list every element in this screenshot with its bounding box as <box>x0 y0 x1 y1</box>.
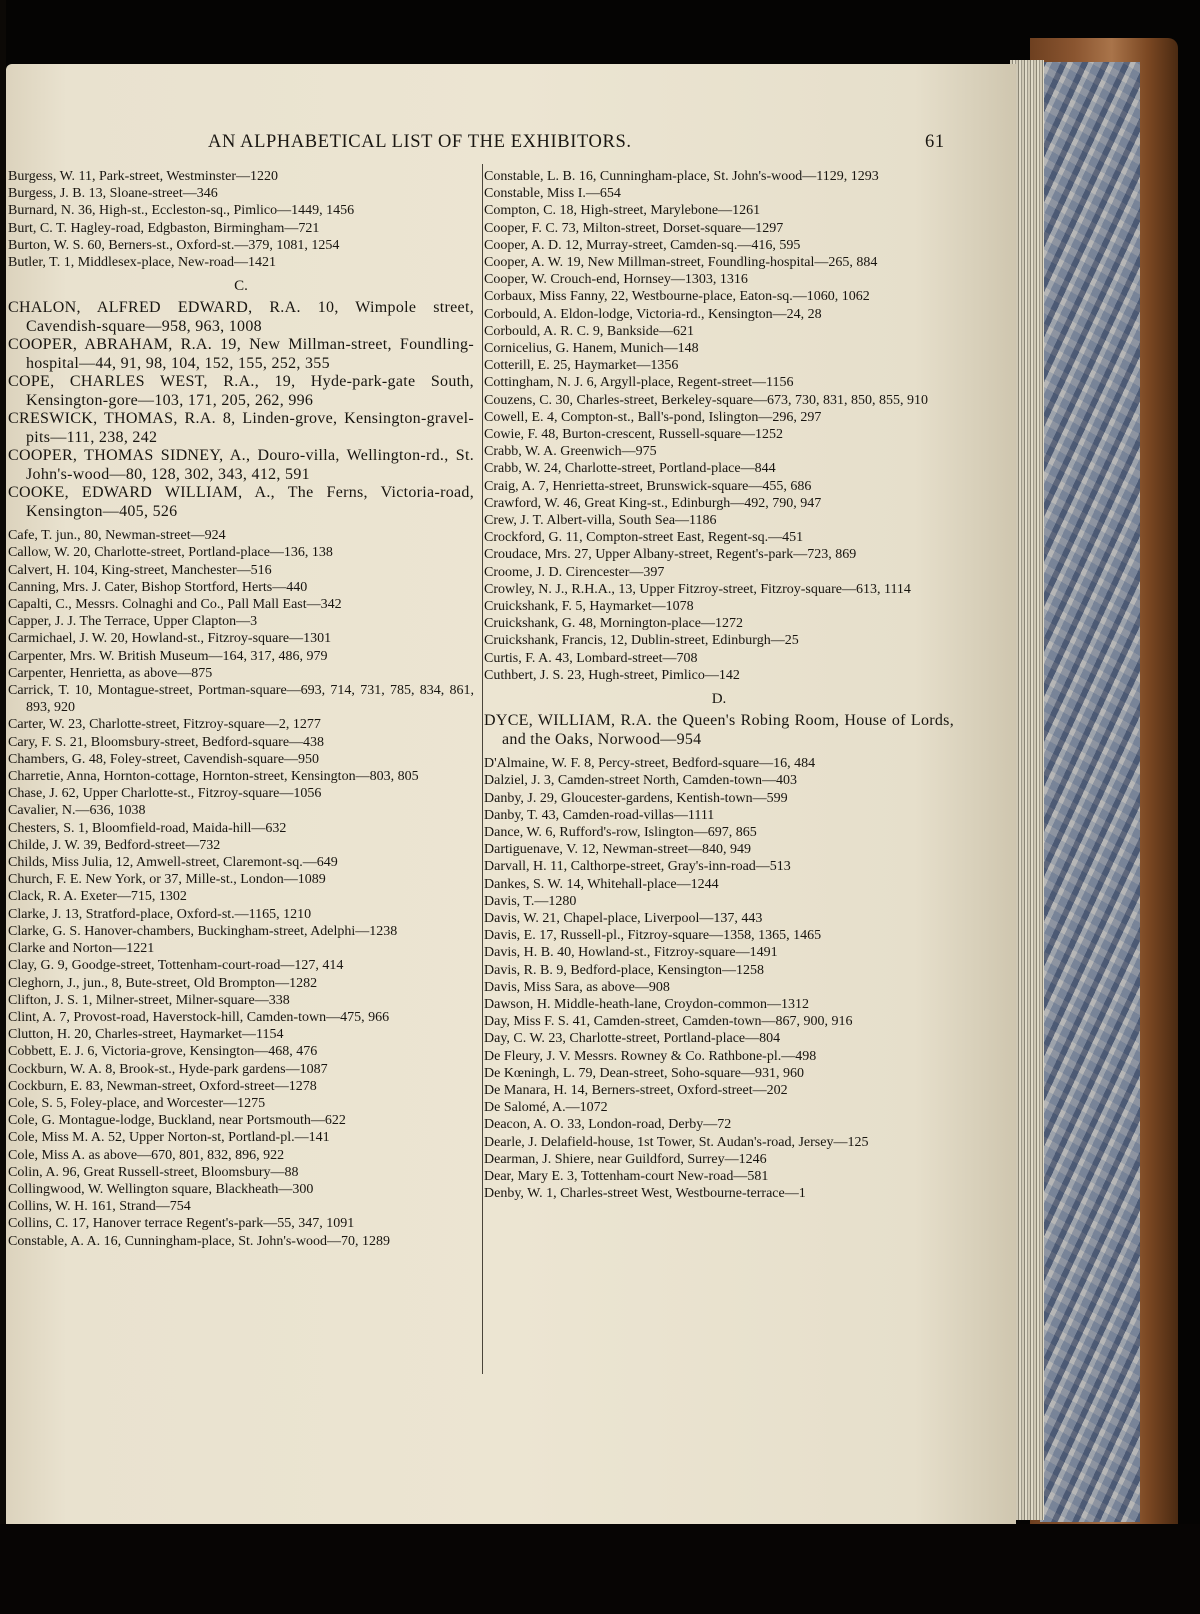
exhibitor-entry: Chesters, S. 1, Bloomfield-road, Maida-hill—632 <box>8 820 287 836</box>
exhibitor-entry: Constable, A. A. 16, Cunningham-place, St. John's-wood—70, 1289 <box>8 1233 391 1249</box>
exhibitor-entry: Cruickshank, Francis, 12, Dublin-street, Edinburgh—25 <box>484 633 799 649</box>
exhibitor-entry: D'Almaine, W. F. 8, Percy-street, Bedford-square—16, 484 <box>484 756 816 772</box>
exhibitor-entry: Collins, W. H. 161, Strand—754 <box>8 1199 191 1215</box>
exhibitor-entry: Cooper, F. C. 73, Milton-street, Dorset-square—1297 <box>484 220 784 236</box>
exhibitor-entry: Clarke, J. 13, Stratford-place, Oxford-st.—1165, 1210 <box>8 906 312 922</box>
exhibitor-entry: Cole, Miss M. A. 52, Upper Norton-st, Portland-pl.—141 <box>8 1130 330 1146</box>
exhibitor-entry: Cornicelius, G. Hanem, Munich—148 <box>484 341 699 357</box>
exhibitor-entry: Clutton, H. 20, Charles-street, Haymarket—1154 <box>8 1027 284 1043</box>
exhibitor-entry: Chase, J. 62, Upper Charlotte-st., Fitzroy-square—1056 <box>8 786 322 802</box>
exhibitor-entry: Davis, E. 17, Russell-pl., Fitzroy-square—1358, 1365, 1465 <box>484 928 822 944</box>
exhibitor-entry: De Salomé, A.—1072 <box>484 1100 608 1116</box>
exhibitor-entry: Cruickshank, G. 48, Mornington-place—1272 <box>484 616 743 632</box>
exhibitor-entry: Clifton, J. S. 1, Milner-street, Milner-square—338 <box>8 992 290 1008</box>
academician-entry: CRESWICK, THOMAS, R.A. 8, Linden-grove, Kensington-gravel-pits—111, 238, 242 <box>8 410 474 446</box>
exhibitor-entry: Clay, G. 9, Goodge-street, Tottenham-court-road—127, 414 <box>8 958 344 974</box>
exhibitor-entry: Crawford, W. 46, Great King-st., Edinburgh—492, 790, 947 <box>484 495 822 511</box>
exhibitor-entry: Clarke and Norton—1221 <box>8 941 155 957</box>
exhibitor-entry: Callow, W. 20, Charlotte-street, Portland-place—136, 138 <box>8 545 333 561</box>
exhibitor-entry: Carpenter, Henrietta, as above—875 <box>8 665 213 681</box>
exhibitor-entry: Deacon, A. O. 33, London-road, Derby—72 <box>484 1117 732 1133</box>
exhibitor-entry: Cuthbert, J. S. 23, Hugh-street, Pimlico—142 <box>484 667 740 683</box>
academician-entry: COPE, CHARLES WEST, R.A., 19, Hyde-park-gate South, Kensington-gore—103, 171, 205, 262, 996 <box>8 373 474 409</box>
exhibitor-entry: De Kœningh, L. 79, Dean-street, Soho-square—931, 960 <box>484 1065 804 1081</box>
exhibitor-entry: Cleghorn, J., jun., 8, Bute-street, Old Brompton—1282 <box>8 975 318 991</box>
academician-entry: COOPER, ABRAHAM, R.A. 19, New Millman-street, Foundling-hospital—44, 91, 98, 104, 152, 155, 252, 355 <box>8 336 474 372</box>
exhibitor-entry: Cowie, F. 48, Burton-crescent, Russell-square—1252 <box>484 427 784 443</box>
academician-entry: DYCE, WILLIAM, R.A. the Queen's Robing Room, House of Lords, and the Oaks, Norwood—954 <box>484 712 954 748</box>
exhibitor-entry: Crabb, W. 24, Charlotte-street, Portland-place—844 <box>484 461 776 477</box>
exhibitor-entry: Crowley, N. J., R.H.A., 13, Upper Fitzroy-street, Fitzroy-square—613, 1114 <box>484 581 911 597</box>
exhibitor-entry: Capper, J. J. The Terrace, Upper Clapton—3 <box>8 614 258 630</box>
exhibitor-entry: De Manara, H. 14, Berners-street, Oxford-street—202 <box>484 1082 788 1098</box>
exhibitor-entry: Cooper, A. W. 19, New Millman-street, Foundling-hospital—265, 884 <box>484 255 878 271</box>
exhibitor-entry: Crockford, G. 11, Compton-street East, Regent-sq.—451 <box>484 530 804 546</box>
exhibitor-entry: Burt, C. T. Hagley-road, Edgbaston, Birmingham—721 <box>8 220 320 236</box>
exhibitor-entry: Cowell, E. 4, Compton-st., Ball's-pond, Islington—296, 297 <box>484 409 822 425</box>
exhibitor-entry: Butler, T. 1, Middlesex-place, New-road—1421 <box>8 255 276 271</box>
exhibitor-entry: Dawson, H. Middle-heath-lane, Croydon-common—1312 <box>484 996 810 1012</box>
exhibitor-entry: Cockburn, W. A. 8, Brook-st., Hyde-park gardens—1087 <box>8 1061 328 1077</box>
running-title: AN ALPHABETICAL LIST OF THE EXHIBITORS. <box>208 132 632 152</box>
exhibitor-entry: Craig, A. 7, Henrietta-street, Brunswick-square—455, 686 <box>484 478 812 494</box>
academician-entry: COOPER, THOMAS SIDNEY, A., Douro-villa, Wellington-rd., St. John's-wood—80, 128, 302, 343, 412, 591 <box>8 447 474 483</box>
exhibitor-entry: Carter, W. 23, Charlotte-street, Fitzroy-square—2, 1277 <box>8 717 321 733</box>
exhibitor-entry: Clint, A. 7, Provost-road, Haverstock-hill, Camden-town—475, 966 <box>8 1009 390 1025</box>
column-divider <box>482 164 483 1374</box>
background-bottom <box>0 1524 1200 1614</box>
academician-entry: CHALON, ALFRED EDWARD, R.A. 10, Wimpole street, Cavendish-square—958, 963, 1008 <box>8 299 474 335</box>
exhibitor-entry: Chambers, G. 48, Foley-street, Cavendish-square—950 <box>8 751 320 767</box>
exhibitor-entry: Carpenter, Mrs. W. British Museum—164, 317, 486, 979 <box>8 648 328 664</box>
exhibitor-entry: Cavalier, N.—636, 1038 <box>8 803 146 819</box>
exhibitor-entry: Charretie, Anna, Hornton-cottage, Hornton-street, Kensington—803, 805 <box>8 769 419 785</box>
exhibitor-entry: Canning, Mrs. J. Cater, Bishop Stortford, Herts—440 <box>8 579 308 595</box>
exhibitor-entry: Childs, Miss Julia, 12, Amwell-street, Claremont-sq.—649 <box>8 855 338 871</box>
exhibitor-entry: Constable, Miss I.—654 <box>484 186 621 202</box>
exhibitor-entry: Compton, C. 18, High-street, Marylebone—1261 <box>484 203 761 219</box>
exhibitor-entry: Burnard, N. 36, High-st., Eccleston-sq., Pimlico—1449, 1456 <box>8 203 355 219</box>
exhibitor-entry: Cotterill, E. 25, Haymarket—1356 <box>484 358 679 374</box>
exhibitor-entry: Capalti, C., Messrs. Colnaghi and Co., Pall Mall East—342 <box>8 597 342 613</box>
exhibitor-entry: Burton, W. S. 60, Berners-st., Oxford-st.—379, 1081, 1254 <box>8 237 340 253</box>
exhibitor-entry: Danby, J. 29, Gloucester-gardens, Kentish-town—599 <box>484 790 788 806</box>
exhibitor-entry: Darvall, H. 11, Calthorpe-street, Gray's-inn-road—513 <box>484 859 791 875</box>
right-column <box>484 168 954 1202</box>
exhibitor-entry: De Fleury, J. V. Messrs. Rowney & Co. Rathbone-pl.—498 <box>484 1048 817 1064</box>
exhibitor-entry: Corbaux, Miss Fanny, 22, Westbourne-place, Eaton-sq.—1060, 1062 <box>484 289 870 305</box>
exhibitor-entry: Cooper, W. Crouch-end, Hornsey—1303, 1316 <box>484 272 748 288</box>
exhibitor-entry: Cole, S. 5, Foley-place, and Worcester—1275 <box>8 1095 266 1111</box>
exhibitor-entry: Burgess, W. 11, Park-street, Westminster—1220 <box>8 169 279 184</box>
exhibitor-entry: Dalziel, J. 3, Camden-street North, Camden-town—403 <box>484 773 797 789</box>
exhibitor-entry: Dearman, J. Shiere, near Guildford, Surrey—1246 <box>484 1151 767 1167</box>
page-number: 61 <box>925 132 945 152</box>
exhibitor-entry: Dankes, S. W. 14, Whitehall-place—1244 <box>484 876 719 892</box>
exhibitor-entry: Cruickshank, F. 5, Haymarket—1078 <box>484 599 694 615</box>
exhibitor-entry: Collingwood, W. Wellington square, Blackheath—300 <box>8 1181 314 1197</box>
exhibitor-entry: Denby, W. 1, Charles-street West, Westbourne-terrace—1 <box>484 1186 806 1202</box>
exhibitor-entry: Davis, W. 21, Chapel-place, Liverpool—137, 443 <box>484 910 763 926</box>
exhibitor-entry: Day, Miss F. S. 41, Camden-street, Camden-town—867, 900, 916 <box>484 1014 853 1030</box>
exhibitor-entry: Curtis, F. A. 43, Lombard-street—708 <box>484 650 698 666</box>
exhibitor-entry: Day, C. W. 23, Charlotte-street, Portland-place—804 <box>484 1031 781 1047</box>
exhibitor-entry: Collins, C. 17, Hanover terrace Regent's-park—55, 347, 1091 <box>8 1216 355 1232</box>
exhibitor-entry: Colin, A. 96, Great Russell-street, Bloomsbury—88 <box>8 1164 299 1180</box>
exhibitor-entry: Childe, J. W. 39, Bedford-street—732 <box>8 837 221 853</box>
exhibitor-entry: Cole, G. Montague-lodge, Buckland, near Portsmouth—622 <box>8 1113 346 1129</box>
exhibitor-entry: Carrick, T. 10, Montague-street, Portman-square—693, 714, 731, 785, 834, 861, 893, 920 <box>8 683 474 716</box>
exhibitor-entry: Cobbett, E. J. 6, Victoria-grove, Kensington—468, 476 <box>8 1044 318 1060</box>
page-header <box>208 132 1008 156</box>
exhibitor-entry: Davis, Miss Sara, as above—908 <box>484 979 670 995</box>
exhibitor-entry: Burgess, J. B. 13, Sloane-street—346 <box>8 186 218 202</box>
exhibitor-entry: Church, F. E. New York, or 37, Mille-st., London—1089 <box>8 872 326 888</box>
exhibitor-entry: Crew, J. T. Albert-villa, South Sea—1186 <box>484 513 717 529</box>
exhibitor-entry: Cockburn, E. 83, Newman-street, Oxford-street—1278 <box>8 1078 317 1094</box>
left-column <box>8 168 474 1250</box>
exhibitor-entry: Clack, R. A. Exeter—715, 1302 <box>8 889 187 905</box>
exhibitor-entry: Dance, W. 6, Rufford's-row, Islington—697, 865 <box>484 824 757 840</box>
exhibitor-entry: Corbould, A. Eldon-lodge, Victoria-rd., Kensington—24, 28 <box>484 306 822 322</box>
exhibitor-entry: Constable, L. B. 16, Cunningham-place, St. John's-wood—1129, 1293 <box>484 169 879 184</box>
exhibitor-entry: Croudace, Mrs. 27, Upper Albany-street, Regent's-park—723, 869 <box>484 547 857 563</box>
section-letter: D. <box>711 691 727 708</box>
exhibitor-entry: Carmichael, J. W. 20, Howland-st., Fitzroy-square—1301 <box>8 631 332 647</box>
exhibitor-entry: Cary, F. S. 21, Bloomsbury-street, Bedford-square—438 <box>8 734 325 750</box>
exhibitor-entry: Danby, T. 43, Camden-road-villas—1111 <box>484 807 715 823</box>
exhibitor-entry: Couzens, C. 30, Charles-street, Berkeley-square—673, 730, 831, 850, 855, 910 <box>484 392 929 408</box>
exhibitor-entry: Dartiguenave, V. 12, Newman-street—840, 949 <box>484 842 751 858</box>
exhibitor-entry: Davis, R. B. 9, Bedford-place, Kensington—1258 <box>484 962 764 978</box>
marbled-endpaper <box>1040 62 1140 1522</box>
exhibitor-entry: Dear, Mary E. 3, Tottenham-court New-road—581 <box>484 1168 769 1184</box>
exhibitor-entry: Davis, H. B. 40, Howland-st., Fitzroy-square—1491 <box>484 945 778 961</box>
exhibitor-entry: Croome, J. D. Cirencester—397 <box>484 564 665 580</box>
exhibitor-entry: Cafe, T. jun., 80, Newman-street—924 <box>8 528 226 544</box>
exhibitor-entry: Calvert, H. 104, King-street, Manchester—516 <box>8 562 272 578</box>
exhibitor-entry: Corbould, A. R. C. 9, Bankside—621 <box>484 323 695 339</box>
academician-entry: COOKE, EDWARD WILLIAM, A., The Ferns, Victoria-road, Kensington—405, 526 <box>8 484 474 520</box>
exhibitor-entry: Clarke, G. S. Hanover-chambers, Buckingham-street, Adelphi—1238 <box>8 923 398 939</box>
exhibitor-entry: Cottingham, N. J. 6, Argyll-place, Regent-street—1156 <box>484 375 794 391</box>
exhibitor-entry: Cole, Miss A. as above—670, 801, 832, 896, 922 <box>8 1147 285 1163</box>
exhibitor-entry: Cooper, A. D. 12, Murray-street, Camden-sq.—416, 595 <box>484 237 801 253</box>
exhibitor-entry: Dearle, J. Delafield-house, 1st Tower, St. Audan's-road, Jersey—125 <box>484 1134 869 1150</box>
exhibitor-entry: Crabb, W. A. Greenwich—975 <box>484 444 657 460</box>
exhibitor-entry: Davis, T.—1280 <box>484 893 577 909</box>
section-letter: C. <box>234 278 248 295</box>
